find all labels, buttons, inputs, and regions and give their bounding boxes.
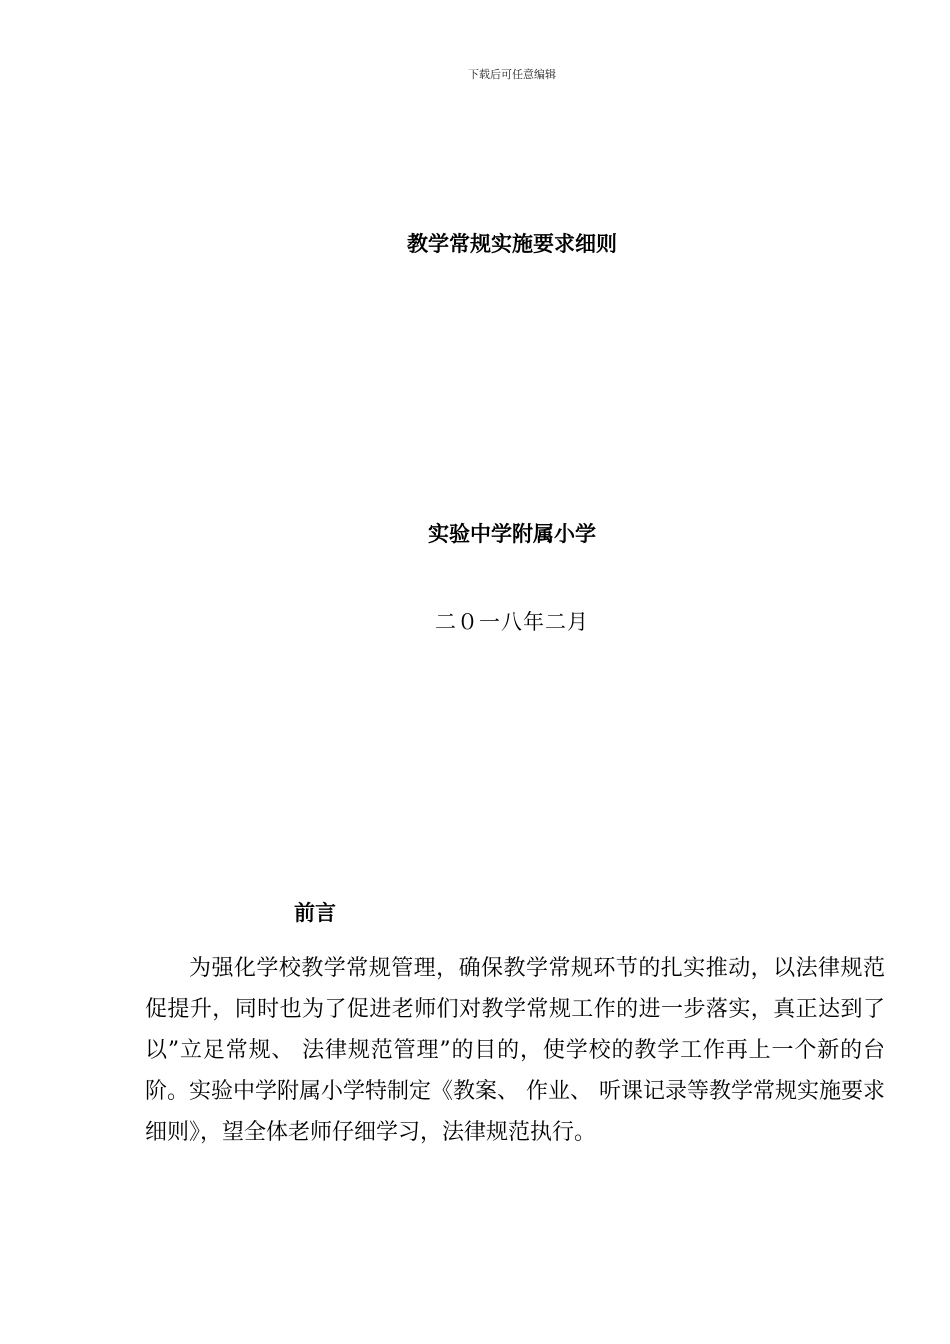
header-note: 下载后可任意编辑 [468,68,556,81]
preface-paragraph: 为强化学校教学常规管理，确保教学常规环节的扎实推动，以法律规范促提升，同时也为了促进老师们对教学常规工作的进一步落实，真正达到了以”立足常规、 法律规范管理”的目的，使学校的教学工作再上一个新的台阶。实验中学附属小学特制定《教案、 作业、 听课记录等教学常规实施要求细则》，望全体老师仔细学习，法律规范执行。 [145,956,885,1145]
document-date: 二０一八年二月 [435,610,589,634]
preface-heading: 前言 [294,900,336,925]
organization-name: 实验中学附属小学 [428,521,596,546]
document-title: 教学常规实施要求细则 [407,231,617,256]
